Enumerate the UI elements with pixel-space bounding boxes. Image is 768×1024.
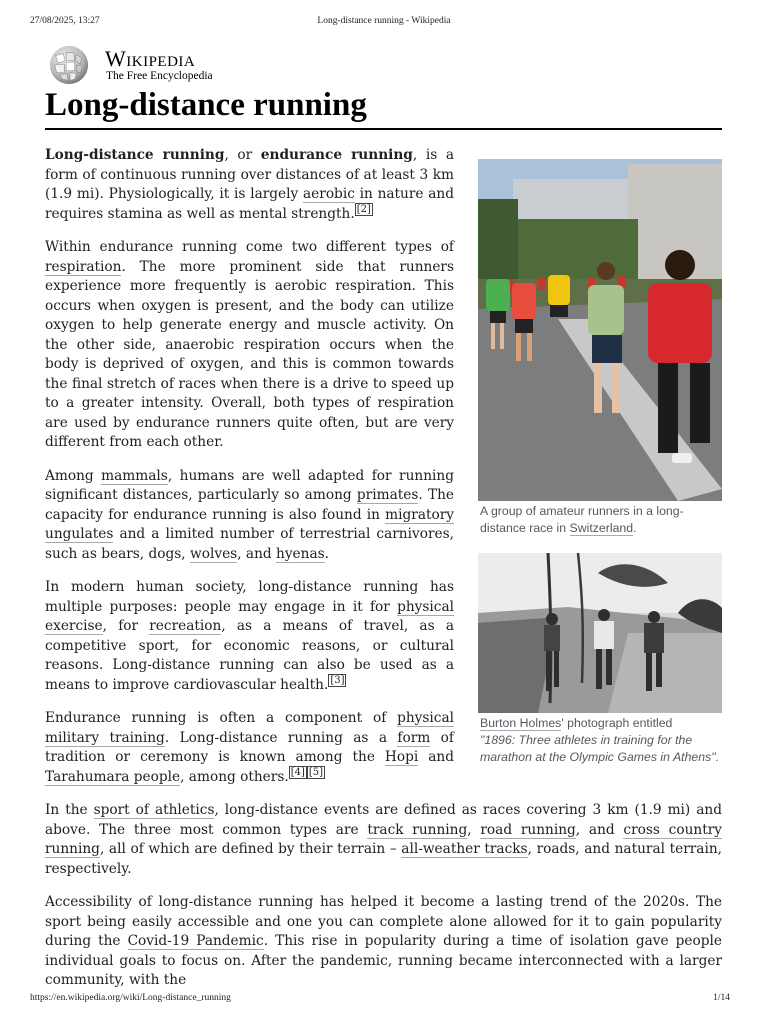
link-all-weather-tracks[interactable]: all-weather tracks xyxy=(401,841,528,857)
citation-5[interactable]: [5] xyxy=(308,766,324,778)
text: Endurance running is often a component of xyxy=(45,710,398,726)
text: , or xyxy=(224,147,261,163)
link-sport-of-athletics[interactable]: sport of athletics xyxy=(93,802,215,818)
link-hopi[interactable]: Hopi xyxy=(384,749,419,765)
text: , and xyxy=(575,821,624,838)
link-covid-19-pandemic[interactable]: Covid-19 Pandemic xyxy=(127,933,264,949)
wikipedia-globe-icon xyxy=(45,44,93,86)
wikipedia-tagline: The Free Encyclopedia xyxy=(106,70,213,82)
link-migratory-ungulates[interactable]: migratory ungulates xyxy=(45,506,454,542)
link-form[interactable]: form xyxy=(397,729,431,746)
link-aerobic[interactable]: aerobic xyxy=(303,186,355,202)
caption-text: A group of amateur runners in a long-distance race in xyxy=(480,504,684,535)
citation-4[interactable]: [4] xyxy=(290,766,305,778)
citation-2[interactable]: [2] xyxy=(356,203,371,215)
paragraph-6 xyxy=(45,801,722,879)
text: of tradition or ceremony is known among the xyxy=(45,729,454,765)
text: , and xyxy=(237,545,276,562)
figure-caption xyxy=(478,715,722,766)
text: and a limited number of terrestrial carnivores, such as bears, dogs, xyxy=(45,526,454,562)
text: Among xyxy=(45,467,102,484)
bold-term: endurance running xyxy=(260,147,413,163)
text: and xyxy=(418,749,454,765)
wikipedia-wordmark: Wikipedia xyxy=(105,46,196,71)
print-doc-title: Long-distance running - Wikipedia xyxy=(317,16,451,26)
link-burton-holmes[interactable]: Burton Holmes xyxy=(480,716,562,730)
text: , humans are well adapted for running significant distances, particularly so among xyxy=(45,467,454,503)
text: , for xyxy=(102,618,150,634)
text: . This rise in popularity during a time of isolation gave people individual goals to focus on. After the pandemic, running became interconnected with a larger community, with the xyxy=(45,933,722,988)
text: . The capacity for endurance running is also found in xyxy=(45,487,455,523)
link-hyenas[interactable]: hyenas xyxy=(276,545,325,562)
link-wolves[interactable]: wolves xyxy=(190,545,238,562)
link-cross-country-running[interactable]: cross country running xyxy=(45,821,722,857)
text: . Long-distance running as a xyxy=(164,729,398,746)
citation-3[interactable]: [3] xyxy=(330,674,345,686)
print-datetime: 27/08/2025, 13:27 xyxy=(30,16,100,26)
text: , all of which are defined by their terrain – xyxy=(99,841,402,857)
print-footer xyxy=(30,993,738,1007)
link-recreation[interactable]: recreation xyxy=(149,618,222,634)
text: in nature and requires stamina as well as mental strength. xyxy=(45,186,454,222)
page-title: Long-distance running xyxy=(45,86,722,130)
athletes-1896-photo[interactable] xyxy=(478,553,722,713)
caption-text-end: . xyxy=(633,521,637,535)
link-mammals[interactable]: mammals xyxy=(101,467,168,484)
figure-runners xyxy=(478,159,722,766)
text: . xyxy=(324,545,330,562)
paragraph-7 xyxy=(45,893,722,991)
text: In the xyxy=(45,802,94,818)
article-body xyxy=(45,146,722,1005)
text: . The more prominent side that runners experience more frequently is aerobic respiration. This occurs when oxygen is present, and the body can utilize oxygen to help generate energy and muscle activity. On the other side, anaerobic respiration occurs when the body is deprived of oxygen, and this is common towards the final stretch of races when there is a drive to speed up to a greater intensity. Overall, both types of respiration are used by endurance runners quite often, but are very different from each other. xyxy=(45,258,454,450)
text: , among others. xyxy=(180,768,289,785)
runners-race-photo[interactable] xyxy=(478,159,722,501)
figure-caption xyxy=(478,503,722,537)
link-road-running[interactable]: road running xyxy=(480,821,576,838)
bold-term: Long-distance running xyxy=(45,147,225,163)
link-physical-exercise[interactable]: physical exercise xyxy=(45,598,454,634)
link-track-running[interactable]: track running xyxy=(367,821,468,838)
caption-text: ' photograph entitled xyxy=(561,716,673,730)
text: Within endurance running come two different types of xyxy=(45,239,454,255)
link-respiration[interactable]: respiration xyxy=(45,258,122,275)
wikipedia-logo[interactable] xyxy=(45,44,345,86)
link-switzerland[interactable]: Switzerland xyxy=(569,521,634,535)
caption-quote: "1896: Three athletes in training for the marathon at the Olympic Games in Athens". xyxy=(480,733,720,764)
text: , is a form of continuous running over distances of at least 3 km (1.9 mi). Physiologically, it is largely xyxy=(45,147,455,202)
text: , xyxy=(467,821,481,838)
link-tarahumara-people[interactable]: Tarahumara people xyxy=(45,768,181,785)
text: In modern human society, long-distance running has multiple purposes: people may engage in it for xyxy=(45,579,454,615)
text: , as a means of travel, as a competitive sport, for economic reasons, or cultural reasons. Long-distance running can also be used as a means to improve cardiovascular health. xyxy=(45,618,454,693)
text: Accessibility of long-distance running has helped it become a lasting trend of the 2020s. The sport being easily accessible and one you can complete alone allowed for it to gain popularity during the xyxy=(45,894,722,949)
text: , long-distance events are defined as races covering 3 km (1.9 mi) and above. The three most common types are xyxy=(45,802,722,838)
print-header xyxy=(30,16,738,30)
print-url: https://en.wikipedia.org/wiki/Long-distance_running xyxy=(30,993,231,1003)
link-physical-military-training[interactable]: physical military training xyxy=(45,710,454,746)
text: , roads, and natural terrain, respectively. xyxy=(45,841,723,877)
link-primates[interactable]: primates xyxy=(356,487,419,503)
print-page-number: 1/14 xyxy=(713,993,730,1003)
